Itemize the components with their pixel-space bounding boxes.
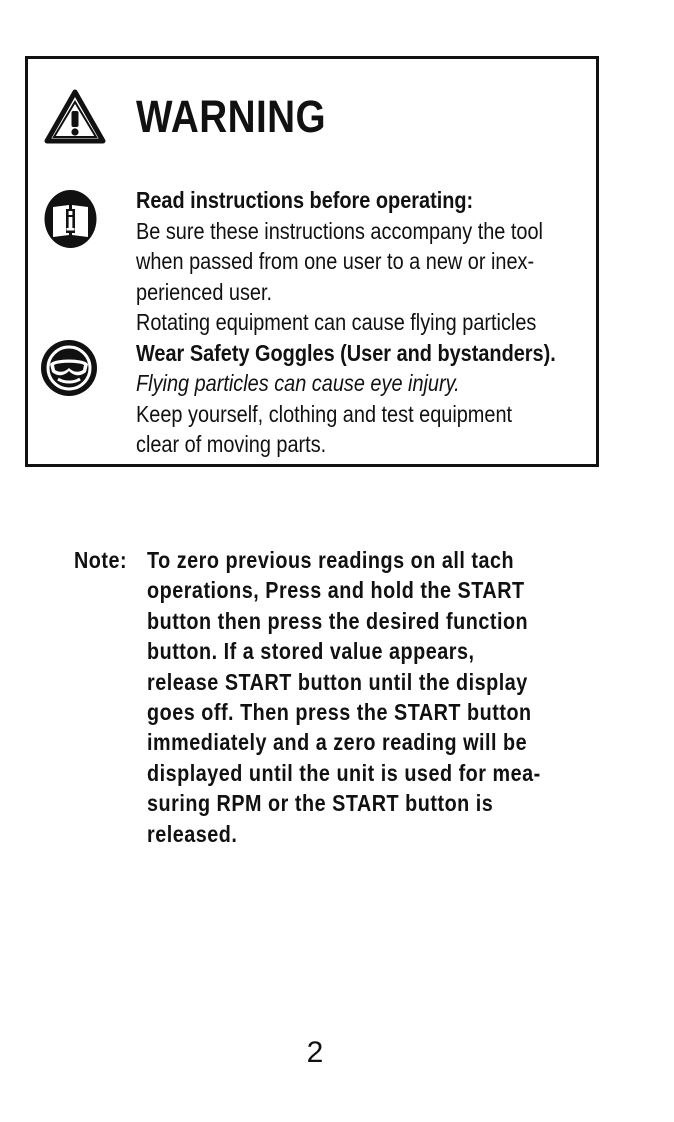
note-line: immediately and a zero reading will be <box>147 729 528 756</box>
warning-line: Be sure these instructions accompany the tool <box>136 217 543 244</box>
note-line: displayed until the unit is used for mea- <box>147 759 541 786</box>
warning-line-read-instructions: Read instructions before operating: <box>136 187 474 213</box>
note-line: suring RPM or the START button is <box>147 790 494 817</box>
note-line: operations, Press and hold the START <box>147 577 525 604</box>
warning-line: when passed from one user to a new or inex- <box>136 248 535 274</box>
warning-box <box>25 56 599 467</box>
warning-line: clear of moving parts. <box>136 431 327 457</box>
note-line: button then press the desired function <box>147 607 529 634</box>
note-line: button. If a stored value appears, <box>147 638 475 665</box>
warning-text <box>136 185 606 460</box>
warning-line: perienced user. <box>136 278 273 305</box>
warning-title: WARNING <box>136 91 327 142</box>
safety-goggles-icon <box>40 339 98 397</box>
warning-line-eye-injury: Flying particles can cause eye injury. <box>136 370 460 396</box>
warning-line: Rotating equipment can cause flying particles <box>136 309 537 335</box>
read-manual-icon <box>44 189 97 249</box>
warning-triangle-icon <box>44 89 106 144</box>
note-label: Note: <box>74 547 128 573</box>
note-block <box>74 545 634 849</box>
warning-line: Keep yourself, clothing and test equipment <box>136 400 513 427</box>
note-line: release START button until the display <box>147 668 528 695</box>
note-line: released. <box>147 820 238 847</box>
note-line: goes off. Then press the START button <box>147 699 532 726</box>
note-line: To zero previous readings on all tach <box>147 547 515 573</box>
page-number: 2 <box>306 1036 324 1069</box>
warning-line-goggles: Wear Safety Goggles (User and bystanders). <box>136 339 556 366</box>
